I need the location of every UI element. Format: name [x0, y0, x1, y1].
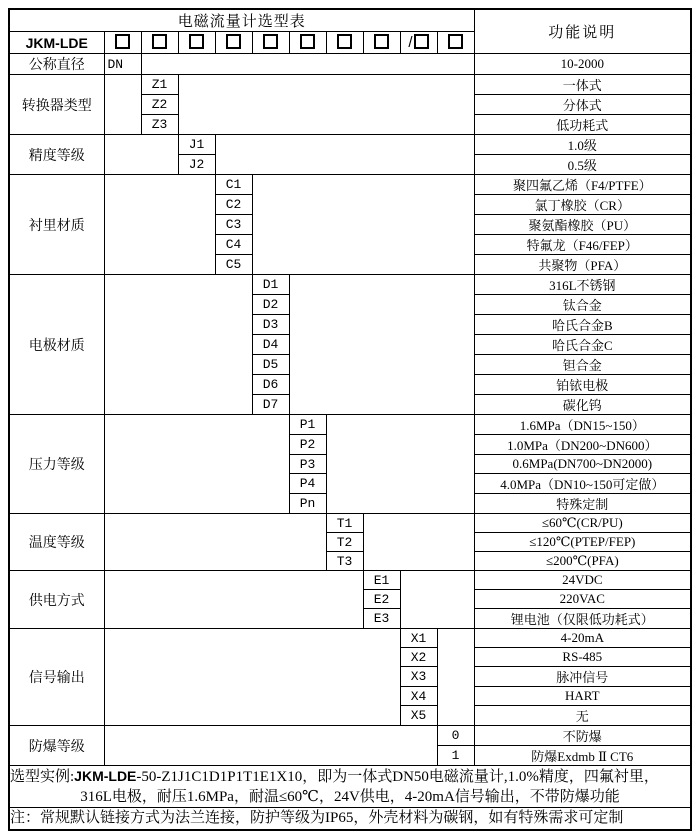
option-description: ≤200℃(PFA) [474, 552, 691, 571]
option-description: 分体式 [474, 95, 691, 115]
option-row [9, 514, 691, 533]
checkbox-icon [414, 34, 429, 49]
spacer-right [289, 275, 474, 415]
option-code: J1 [178, 135, 215, 155]
option-description: 4-20mA [474, 629, 691, 648]
option-description: 防爆Exdmb Ⅱ CT6 [474, 746, 691, 766]
option-row [9, 275, 691, 295]
option-code: Z2 [141, 95, 178, 115]
example-line-1 [10, 766, 690, 787]
option-code: C3 [215, 215, 252, 235]
option-description: 特殊定制 [474, 494, 691, 514]
option-description: 哈氏合金B [474, 315, 691, 335]
title-row [9, 9, 691, 32]
option-description: 无 [474, 706, 691, 726]
spacer-right [141, 54, 474, 75]
category-label: 电极材质 [9, 275, 104, 415]
option-code: P1 [289, 415, 326, 435]
model-code-box [363, 32, 400, 54]
option-code: X1 [400, 629, 437, 648]
option-description: 24VDC [474, 571, 691, 590]
model-prefix: JKM-LDE [9, 32, 104, 54]
model-code-box [141, 32, 178, 54]
option-description: 氯丁橡胶（CR） [474, 195, 691, 215]
option-code: T1 [326, 514, 363, 533]
checkbox-icon [189, 34, 204, 49]
option-description: HART [474, 687, 691, 706]
option-code: X3 [400, 667, 437, 687]
spacer-left [104, 629, 400, 726]
spacer-left [104, 75, 141, 135]
checkbox-icon [374, 34, 389, 49]
model-code-box [289, 32, 326, 54]
model-code-box [326, 32, 363, 54]
option-code: T3 [326, 552, 363, 571]
footer-rows [9, 766, 691, 831]
model-code-box [437, 32, 474, 54]
option-code: 0 [437, 726, 474, 746]
option-description: 0.6MPa(DN700~DN2000) [474, 455, 691, 474]
selection-sheet [8, 8, 692, 831]
option-description: 0.5级 [474, 155, 691, 175]
model-code-box [104, 32, 141, 54]
example-prefix: 选型实例: [10, 769, 75, 785]
option-description: 1.0MPa（DN200~DN600） [474, 435, 691, 455]
option-code: E2 [363, 590, 400, 609]
page-title: 电磁流量计选型表 [9, 9, 474, 32]
option-description: 低功耗式 [474, 115, 691, 135]
option-code: C1 [215, 175, 252, 195]
option-description: 碳化钨 [474, 395, 691, 415]
option-row [9, 175, 691, 195]
option-code: Z3 [141, 115, 178, 135]
checkbox-icon [300, 34, 315, 49]
option-description: RS-485 [474, 648, 691, 667]
category-label: 防爆等级 [9, 726, 104, 766]
option-description: 不防爆 [474, 726, 691, 746]
selection-table [8, 8, 692, 831]
option-description: 锂电池（仅限低功耗式） [474, 609, 691, 629]
option-code: X2 [400, 648, 437, 667]
option-description: 聚四氟乙烯（F4/PTFE） [474, 175, 691, 195]
option-code: T2 [326, 533, 363, 552]
option-code: C2 [215, 195, 252, 215]
option-code: Z1 [141, 75, 178, 95]
option-code: J2 [178, 155, 215, 175]
option-description: 钛合金 [474, 295, 691, 315]
note-text: 注：常规默认链接方式为法兰连接，防护等级为IP65，外壳材料为碳钢，如有特殊需求可定制 [9, 808, 691, 831]
option-description: 聚氨酯橡胶（PU） [474, 215, 691, 235]
spacer-right [400, 571, 474, 629]
option-description: ≤60℃(CR/PU) [474, 514, 691, 533]
option-code: P4 [289, 474, 326, 494]
spacer-left [104, 135, 178, 175]
option-description: 脉冲信号 [474, 667, 691, 687]
spacer-left [104, 726, 437, 766]
checkbox-icon [448, 34, 463, 49]
option-code: Pn [289, 494, 326, 514]
checkbox-icon [337, 34, 352, 49]
option-description: 1.6MPa（DN15~150） [474, 415, 691, 435]
option-code: D2 [252, 295, 289, 315]
option-code: X4 [400, 687, 437, 706]
option-row [9, 54, 691, 75]
option-row [9, 726, 691, 746]
spacer-right [363, 514, 474, 571]
option-description: ≤120℃(PTEP/FEP) [474, 533, 691, 552]
example-brand: JKM-LDE [74, 768, 137, 784]
option-code: D4 [252, 335, 289, 355]
category-label: 衬里材质 [9, 175, 104, 275]
category-label: 精度等级 [9, 135, 104, 175]
option-description: 220VAC [474, 590, 691, 609]
option-row [9, 415, 691, 435]
category-label: 压力等级 [9, 415, 104, 514]
option-description: 共聚物（PFA） [474, 255, 691, 275]
category-label: 转换器类型 [9, 75, 104, 135]
option-description: 铂铱电极 [474, 375, 691, 395]
spacer-right [326, 415, 474, 514]
checkbox-icon [115, 34, 130, 49]
model-code-box [252, 32, 289, 54]
option-code: E1 [363, 571, 400, 590]
option-row [9, 75, 691, 95]
option-code: P2 [289, 435, 326, 455]
spacer-left [104, 571, 363, 629]
checkbox-icon [226, 34, 241, 49]
category-label: 供电方式 [9, 571, 104, 629]
option-code: D3 [252, 315, 289, 335]
category-label: 温度等级 [9, 514, 104, 571]
option-code: D5 [252, 355, 289, 375]
option-code: X5 [400, 706, 437, 726]
example-rest: -50-Z1J1C1D1P1T1E1X10，即为一体式DN50电磁流量计,1.0%精度，四氟衬里， [136, 769, 659, 785]
spacer-right [178, 75, 474, 135]
spacer-right [437, 629, 474, 726]
checkbox-icon [152, 34, 167, 49]
note-row [9, 808, 691, 831]
option-code: P3 [289, 455, 326, 474]
example-row [9, 766, 691, 808]
option-description: 316L不锈钢 [474, 275, 691, 295]
option-code: C4 [215, 235, 252, 255]
category-label: 信号输出 [9, 629, 104, 726]
option-code: C5 [215, 255, 252, 275]
option-code: D6 [252, 375, 289, 395]
spacer-right [252, 175, 474, 275]
model-code-box [215, 32, 252, 54]
spacer-right [215, 135, 474, 175]
slash-separator: / [408, 33, 413, 51]
spacer-left [104, 275, 252, 415]
option-description: 哈氏合金C [474, 335, 691, 355]
option-row [9, 135, 691, 155]
option-description: 钽合金 [474, 355, 691, 375]
category-label: 公称直径 [9, 54, 104, 75]
option-code: D7 [252, 395, 289, 415]
option-description: 10-2000 [474, 54, 691, 75]
model-code-box [178, 32, 215, 54]
option-row [9, 629, 691, 648]
option-code: E3 [363, 609, 400, 629]
model-code-box [400, 32, 437, 54]
spacer-left [104, 175, 215, 275]
spacer-left [104, 415, 289, 514]
option-code: D1 [252, 275, 289, 295]
spacer-left [104, 514, 326, 571]
option-row [9, 571, 691, 590]
option-description: 一体式 [474, 75, 691, 95]
checkbox-icon [263, 34, 278, 49]
option-code: 1 [437, 746, 474, 766]
option-description: 1.0级 [474, 135, 691, 155]
example-line-2: 316L电极，耐压1.6MPa，耐温≤60℃，24V供电，4-20mA信号输出，不带防爆功能 [80, 789, 620, 805]
function-column-header: 功能说明 [474, 9, 691, 54]
selection-example [9, 766, 691, 808]
option-description: 特氟龙（F46/FEP） [474, 235, 691, 255]
option-description: 4.0MPa（DN10~150可定做） [474, 474, 691, 494]
option-code: DN [104, 54, 141, 75]
selection-rows [9, 9, 691, 766]
